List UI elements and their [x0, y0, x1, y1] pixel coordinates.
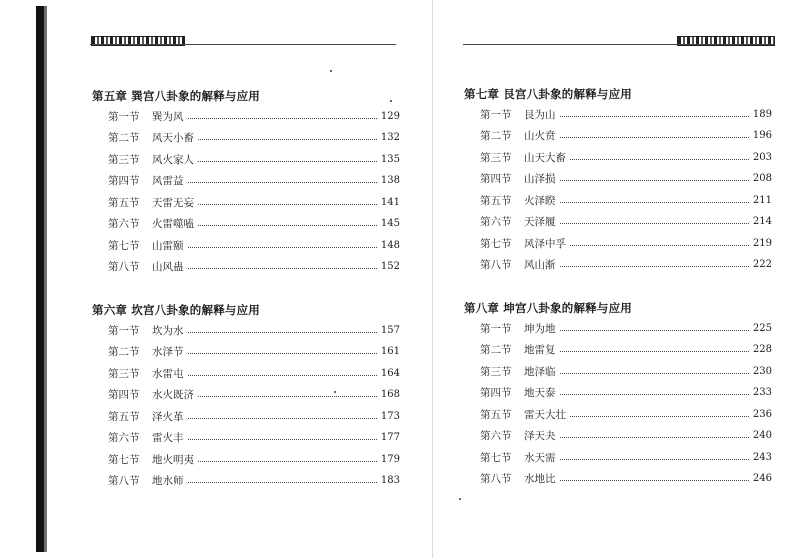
- page-number: 152: [380, 261, 400, 272]
- page-number: 214: [752, 216, 772, 227]
- dot-leader: [188, 481, 377, 483]
- section-title: 艮为山: [524, 108, 556, 121]
- toc-entry: [480, 472, 772, 486]
- page-fold: [432, 0, 433, 558]
- section-title: 雷天大壮: [524, 408, 566, 421]
- dot-leader: [198, 203, 377, 205]
- section-title: 地泽临: [524, 365, 556, 378]
- section-title: 水雷屯: [152, 367, 184, 380]
- toc-entry: [108, 452, 400, 466]
- scan-speck: [459, 498, 461, 500]
- page-number: 225: [752, 322, 772, 334]
- page-number: 222: [752, 259, 772, 270]
- header-rule-left: [90, 44, 396, 45]
- page-number: 148: [380, 239, 400, 251]
- section-title: 地雷复: [524, 344, 556, 356]
- page-number: 179: [380, 453, 400, 465]
- scan-speck: [330, 70, 332, 72]
- page-number: 208: [752, 173, 772, 184]
- toc-entry: [480, 429, 772, 443]
- section-title: 风天小畜: [152, 132, 194, 144]
- section-number: 第三节: [480, 151, 512, 164]
- section-title: 风火家人: [152, 153, 194, 166]
- section-title: 泽火革: [152, 410, 184, 423]
- scan-speck: [334, 391, 336, 393]
- scan-speck: [390, 100, 392, 102]
- toc-entry: [480, 386, 772, 400]
- dot-leader: [560, 136, 749, 138]
- dot-leader: [188, 181, 377, 183]
- section-number: 第七节: [480, 451, 512, 464]
- section-number: 第二节: [108, 132, 140, 144]
- section-number: 第五节: [480, 194, 512, 207]
- section-number: 第六节: [480, 430, 512, 442]
- page-number: 240: [752, 430, 772, 441]
- page-number: 219: [752, 237, 772, 249]
- section-number: 第二节: [480, 130, 512, 142]
- page-number: 135: [380, 153, 400, 165]
- page-number: 243: [752, 451, 772, 463]
- section-title: 水地比: [524, 473, 556, 485]
- dot-leader: [188, 438, 377, 440]
- section-number: 第三节: [480, 365, 512, 378]
- toc-entry: [108, 152, 400, 166]
- book-spine-shadow: [36, 6, 44, 552]
- page-number: 230: [752, 365, 772, 377]
- section-number: 第六节: [480, 216, 512, 228]
- section-title: 水天需: [524, 451, 556, 464]
- dot-leader: [560, 393, 749, 395]
- dot-leader: [188, 267, 377, 269]
- section-number: 第一节: [108, 110, 140, 123]
- dot-leader: [560, 265, 749, 267]
- section-title: 巽为风: [152, 110, 184, 123]
- section-title: 水泽节: [152, 346, 184, 358]
- chapter-title: 第五章 巽宫八卦象的解释与应用: [92, 89, 261, 103]
- page-number: 141: [380, 196, 400, 208]
- toc-entry: [108, 195, 400, 209]
- dot-leader: [188, 352, 377, 354]
- toc-entry: [480, 215, 772, 229]
- section-number: 第三节: [108, 153, 140, 166]
- section-number: 第一节: [108, 324, 140, 337]
- section-title: 山泽损: [524, 173, 556, 185]
- dot-leader: [560, 372, 749, 374]
- toc-entry: [480, 129, 772, 143]
- section-number: 第二节: [108, 346, 140, 358]
- toc-entry: [480, 407, 772, 421]
- toc-entry: [108, 409, 400, 423]
- toc-entry: [108, 109, 400, 123]
- section-number: 第四节: [480, 173, 512, 185]
- section-number: 第二节: [480, 344, 512, 356]
- page-number: 189: [752, 108, 772, 120]
- dot-leader: [198, 160, 377, 162]
- chapter-title: 第八章 坤宫八卦象的解释与应用: [464, 301, 633, 315]
- dot-leader: [570, 158, 749, 160]
- section-number: 第五节: [108, 196, 140, 209]
- toc-entry: [108, 366, 400, 380]
- dot-leader: [198, 224, 377, 226]
- section-title: 山雷颐: [152, 239, 184, 252]
- toc-entry: [108, 131, 400, 145]
- section-number: 第七节: [480, 237, 512, 250]
- section-title: 天泽履: [524, 216, 556, 228]
- section-title: 水火既济: [152, 389, 194, 401]
- dot-leader: [198, 138, 377, 140]
- section-title: 坎为水: [152, 324, 184, 337]
- page-number: 157: [380, 324, 400, 336]
- dot-leader: [188, 417, 377, 419]
- dot-leader: [560, 179, 749, 181]
- section-number: 第八节: [108, 261, 140, 273]
- toc-entry: [480, 193, 772, 207]
- header-rule-right: [463, 44, 774, 45]
- toc-entry: [108, 217, 400, 231]
- dot-leader: [188, 117, 377, 119]
- toc-entry: [108, 474, 400, 488]
- book-spine-edge: [44, 6, 47, 552]
- toc-entry: [480, 258, 772, 272]
- section-number: 第一节: [480, 108, 512, 121]
- dot-leader: [188, 246, 377, 248]
- section-number: 第五节: [108, 410, 140, 423]
- section-title: 泽天夬: [524, 430, 556, 442]
- section-number: 第一节: [480, 322, 512, 335]
- section-number: 第八节: [108, 475, 140, 487]
- page-number: 203: [752, 151, 772, 163]
- page-number: 168: [380, 389, 400, 400]
- section-number: 第七节: [108, 239, 140, 252]
- dot-leader: [560, 329, 749, 331]
- section-title: 地火明夷: [152, 453, 194, 466]
- section-number: 第四节: [108, 389, 140, 401]
- section-number: 第八节: [480, 473, 512, 485]
- section-title: 风山渐: [524, 259, 556, 271]
- section-title: 雷火丰: [152, 432, 184, 444]
- page-number: 177: [380, 432, 400, 443]
- page-number: 228: [752, 344, 772, 355]
- section-title: 山风蛊: [152, 261, 184, 273]
- dot-leader: [560, 115, 749, 117]
- section-number: 第五节: [480, 408, 512, 421]
- toc-entry: [480, 236, 772, 250]
- page-number: 173: [380, 410, 400, 422]
- section-number: 第六节: [108, 432, 140, 444]
- page-number: 196: [752, 130, 772, 141]
- dot-leader: [560, 201, 749, 203]
- page-number: 211: [752, 194, 772, 206]
- page-number: 132: [380, 132, 400, 143]
- section-title: 地天泰: [524, 387, 556, 399]
- dot-leader: [570, 415, 749, 417]
- page-number: 246: [752, 473, 772, 484]
- dot-leader: [188, 331, 377, 333]
- page-number: 129: [380, 110, 400, 122]
- section-title: 地水师: [152, 475, 184, 487]
- page-number: 233: [752, 387, 772, 398]
- dot-leader: [198, 395, 377, 397]
- toc-entry: [480, 450, 772, 464]
- page-number: 236: [752, 408, 772, 420]
- dot-leader: [560, 479, 749, 481]
- page-number: 145: [380, 218, 400, 229]
- dot-leader: [198, 460, 377, 462]
- section-title: 山火贲: [524, 130, 556, 142]
- page-number: 138: [380, 175, 400, 186]
- dot-leader: [188, 374, 377, 376]
- page-number: 161: [380, 346, 400, 357]
- section-number: 第八节: [480, 259, 512, 271]
- dot-leader: [570, 244, 749, 246]
- section-title: 坤为地: [524, 322, 556, 335]
- toc-entry: [480, 150, 772, 164]
- toc-entry: [480, 321, 772, 335]
- section-title: 风泽中孚: [524, 237, 566, 250]
- toc-entry: [108, 260, 400, 274]
- chapter-title: 第六章 坎宫八卦象的解释与应用: [92, 303, 261, 317]
- section-number: 第三节: [108, 367, 140, 380]
- dot-leader: [560, 222, 749, 224]
- section-number: 第四节: [108, 175, 140, 187]
- toc-entry: [480, 172, 772, 186]
- section-title: 火雷噬嗑: [152, 218, 194, 230]
- dot-leader: [560, 436, 749, 438]
- chapter-title: 第七章 艮宫八卦象的解释与应用: [464, 87, 633, 101]
- toc-entry: [108, 238, 400, 252]
- section-number: 第六节: [108, 218, 140, 230]
- dot-leader: [560, 458, 749, 460]
- toc-entry: [108, 345, 400, 359]
- toc-entry: [480, 343, 772, 357]
- dot-leader: [560, 350, 749, 352]
- section-title: 风雷益: [152, 175, 184, 187]
- section-number: 第四节: [480, 387, 512, 399]
- section-number: 第七节: [108, 453, 140, 466]
- page-number: 183: [380, 475, 400, 486]
- toc-entry: [108, 174, 400, 188]
- toc-entry: [108, 431, 400, 445]
- toc-entry: [480, 107, 772, 121]
- section-title: 火泽睽: [524, 194, 556, 207]
- section-title: 山天大畜: [524, 151, 566, 164]
- toc-entry: [108, 388, 400, 402]
- section-title: 天雷无妄: [152, 196, 194, 209]
- page-number: 164: [380, 367, 400, 379]
- toc-entry: [108, 323, 400, 337]
- toc-entry: [480, 364, 772, 378]
